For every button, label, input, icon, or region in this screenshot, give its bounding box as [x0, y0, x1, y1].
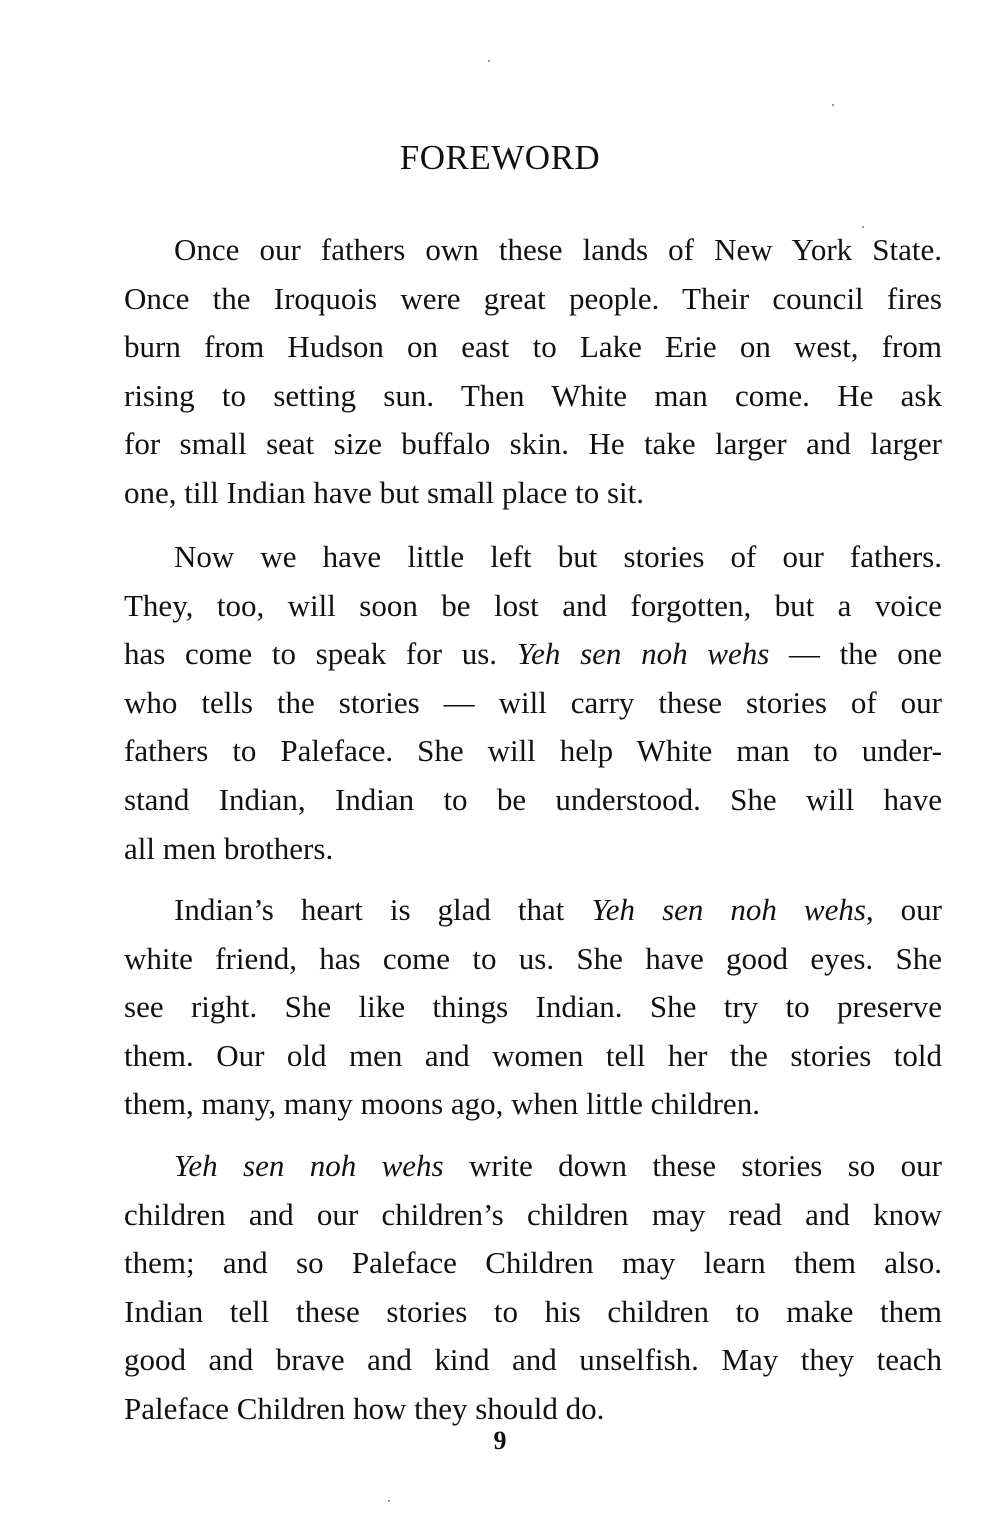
- text-line: rising to setting sun. Then White man come. He ask: [124, 377, 942, 413]
- paragraph-3: [124, 886, 942, 1129]
- italic-name: Yeh sen noh wehs: [174, 1148, 444, 1183]
- text-line: burn from Hudson on east to Lake Erie on west, from: [124, 329, 942, 365]
- text-line: Now we have little left but stories of our fathers.: [174, 539, 942, 574]
- text-line: for small seat size buffalo skin. He take larger and larger: [124, 426, 942, 462]
- text-line: them; and so Paleface Children may learn them also.: [124, 1245, 942, 1281]
- text-line: They, too, will soon be lost and forgotten, but a voice: [124, 587, 942, 623]
- text-line: children and our children’s children may read and know: [124, 1196, 942, 1232]
- text-line: fathers to Paleface. She will help White man to under-: [124, 733, 942, 769]
- text-segment: , our: [865, 892, 942, 927]
- text-segment: Indian’s heart is glad that: [174, 892, 565, 927]
- text-line: good and brave and kind and unselfish. May they teach: [124, 1342, 942, 1378]
- scan-speck: [862, 226, 864, 228]
- paragraph-1: [124, 226, 942, 518]
- text-line: [124, 886, 942, 935]
- text-line: who tells the stories — will carry these stories of our: [124, 684, 942, 720]
- page-title: FOREWORD: [399, 138, 601, 177]
- text-segment: write down these stories so our: [469, 1148, 943, 1183]
- page-number: 9: [493, 1426, 507, 1455]
- text-segment: — the one: [788, 636, 942, 672]
- text-line: see right. She like things Indian. She try to preserve: [124, 989, 942, 1025]
- text-line: them. Our old men and women tell her the stories told: [124, 1037, 942, 1073]
- text-line: all men brothers.: [124, 830, 334, 866]
- text-line: one, till Indian have but small place to sit.: [124, 474, 644, 510]
- scan-speck: [832, 104, 834, 106]
- text-line: them, many, many moons ago, when little children.: [124, 1086, 760, 1122]
- text-line: Once our fathers own these lands of New York State.: [174, 232, 942, 267]
- paragraph-4: [124, 1142, 942, 1434]
- paragraph-2: [124, 533, 942, 873]
- text-line: [124, 630, 942, 679]
- text-line: [124, 1142, 942, 1191]
- text-segment: has come to speak for us.: [124, 636, 498, 672]
- italic-name: Yeh sen noh wehs: [516, 636, 770, 672]
- text-line: Indian tell these stories to his children to make them: [124, 1293, 942, 1329]
- text-line: Paleface Children how they should do.: [124, 1390, 605, 1426]
- text-line: stand Indian, Indian to be understood. She will have: [124, 781, 942, 817]
- text-line: Once the Iroquois were great people. Their council fires: [124, 280, 942, 316]
- scan-speck: [488, 60, 490, 62]
- text-line: white friend, has come to us. She have good eyes. She: [124, 940, 942, 976]
- italic-name: Yeh sen noh wehs: [591, 892, 866, 927]
- scan-speck: [388, 1500, 390, 1502]
